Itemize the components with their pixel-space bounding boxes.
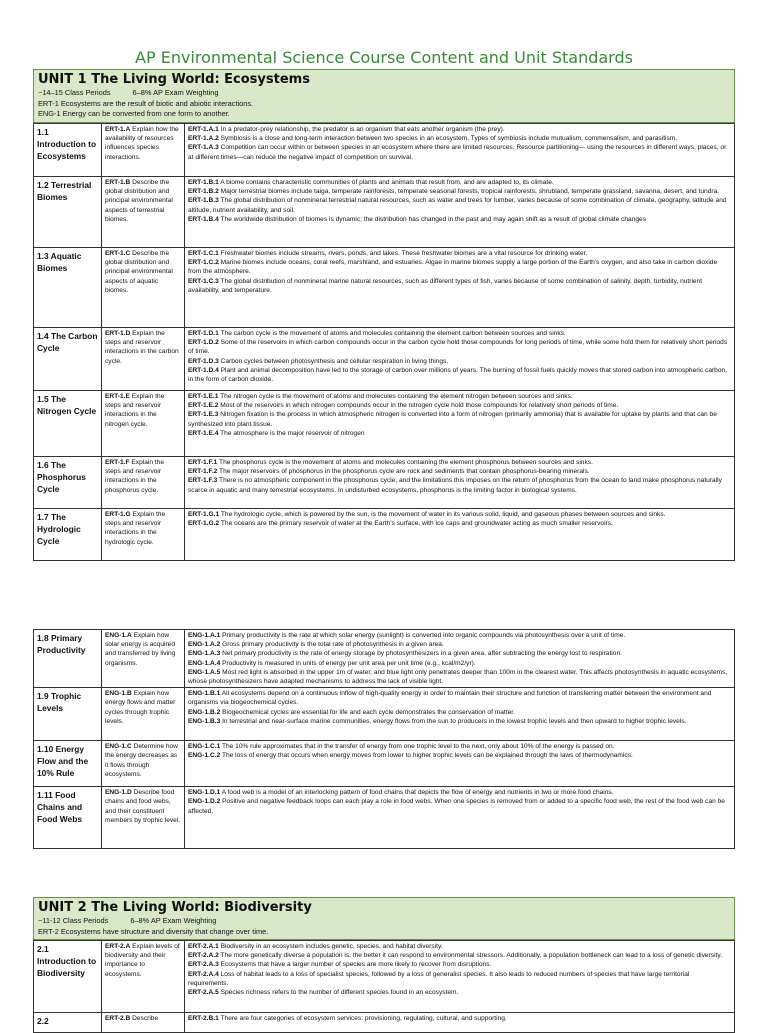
unit1-standards-table-continued	[33, 629, 735, 849]
essential-knowledge-item	[188, 458, 731, 467]
learning-objective-text: Describe	[130, 1015, 159, 1022]
essential-knowledge-text: Some of the reservoirs in which carbon compounds occur in the carbon cycle hold those compounds for long periods of time, while some hold them for relatively short periods of time.	[188, 339, 728, 356]
essential-knowledge-item	[188, 519, 731, 528]
essential-knowledge-item	[188, 258, 731, 276]
essential-knowledge-code: ERT-1.A.3	[188, 144, 219, 152]
essential-knowledge-code: ERT-1.B.4	[188, 215, 219, 223]
essential-knowledge-item	[188, 366, 731, 384]
learning-objective-text: Describe food chains and food webs, and their constituent members by trophic level.	[105, 789, 181, 824]
essential-knowledge-code: ERT-1.D.4	[188, 366, 219, 374]
essential-knowledge-text: Positive and negative feedback loops can each play a role in food webs. When one species is removed from or added to a specific food web, the rest of the food web can be affected.	[188, 798, 725, 815]
essential-knowledge-item	[188, 951, 731, 960]
learning-objective-cell	[102, 457, 185, 509]
essential-knowledge-item	[188, 751, 731, 760]
learning-objective-text: Determine how the energy decreases as it flows through ecosystems.	[105, 743, 178, 778]
table-row	[34, 509, 735, 561]
essential-knowledge-code: ENG-1.B.3	[188, 717, 221, 725]
unit1-exam-weighting: 6–8% AP Exam Weighting	[132, 88, 219, 97]
unit1-big-idea: ERT-1 Ecosystems are the result of biotic and abiotic interactions.	[38, 98, 254, 108]
learning-objective-cell	[102, 391, 185, 457]
essential-knowledge-item	[188, 467, 731, 476]
unit1-class-periods: ~14–15 Class Periods	[38, 88, 111, 97]
topic-cell: 1.6 The Phosphorus Cycle	[34, 457, 102, 509]
essential-knowledge-code: ENG-1.A.1	[188, 632, 221, 639]
unit1-big-idea: ENG-1 Energy can be converted from one form to another.	[38, 109, 230, 118]
essential-knowledge-cell	[185, 741, 735, 787]
essential-knowledge-code: ERT-1.D.2	[188, 339, 219, 347]
essential-knowledge-text: Nitrogen fixation is the process in which atmospheric nitrogen is converted into a form of nitrogen (primarily ammonia) that is available for uptake by plants and that can be synthesized into plant tissue.	[188, 411, 717, 428]
table-row	[34, 391, 735, 457]
essential-knowledge-cell	[185, 457, 735, 509]
essential-knowledge-code: ERT-1.E.3	[188, 411, 219, 419]
essential-knowledge-item	[188, 649, 731, 658]
essential-knowledge-text: Most red light is absorbed in the upper 1m of water, and blue light only penetrates deeper than 100m in the clearest water. This affects photosynthesis in aquatic ecosystems, whose photosynthesizers have adapted mechanisms to address the lack of visible light.	[188, 668, 728, 686]
essential-knowledge-text: The carbon cycle is the movement of atoms and molecules containing the element carbon between sources and sinks.	[218, 330, 566, 337]
topic-cell: 1.5 The Nitrogen Cycle	[34, 391, 102, 457]
essential-knowledge-text: Primary productivity is the rate at which solar energy (sunlight) is converted into organic compounds via photosynthesis over a unit of time.	[220, 632, 626, 639]
essential-knowledge-text: Loss of habitat leads to a loss of specialist species, followed by a loss of generalist species. It also leads to reduced numbers of species that have large territorial requirements.	[188, 970, 690, 987]
essential-knowledge-text: The loss of energy that occurs when energy moves from lower to higher trophic levels can be explained through the laws of thermodynamics.	[220, 752, 633, 760]
learning-objective-code: ENG-1.B	[105, 690, 132, 698]
essential-knowledge-code: ERT-1.E.2	[188, 402, 219, 410]
essential-knowledge-cell	[185, 248, 735, 328]
essential-knowledge-code: ERT-1.C.1	[188, 250, 219, 257]
essential-knowledge-code: ENG-1.D.2	[188, 798, 221, 806]
essential-knowledge-text: The more genetically diverse a population is, the better it can respond to environmental stressors. Additionally, a population bottleneck can lead to a loss of genetic diversity.	[218, 952, 723, 960]
learning-objective-code: ENG-1.C	[105, 743, 132, 751]
essential-knowledge-code: ERT-1.E.1	[188, 393, 219, 400]
learning-objective-cell	[102, 787, 185, 849]
essential-knowledge-item	[188, 125, 731, 134]
essential-knowledge-code: ENG-1.C.2	[188, 752, 221, 760]
learning-objective-text: Explain the steps and reservoir interactions in the carbon cycle.	[105, 330, 179, 365]
topic-cell: 1.11 Food Chains and Food Webs	[34, 787, 102, 849]
essential-knowledge-text: Plant and animal decomposition have led to the storage of carbon over millions of years. The burning of fossil fuels quickly moves that stored carbon into atmospheric carbon, in the form of carbon dioxide.	[188, 366, 728, 384]
essential-knowledge-text: The 10% rule approximates that in the transfer of energy from one trophic level to the next, only about 10% of the energy is passed on.	[220, 743, 615, 751]
essential-knowledge-code: ERT-2.A.2	[188, 952, 219, 960]
learning-objective-code: ERT-2.A	[105, 943, 131, 950]
essential-knowledge-code: ERT-2.A.5	[188, 989, 219, 997]
essential-knowledge-code: ERT-1.G.2	[188, 520, 220, 528]
topic-cell: 1.2 Terrestrial Biomes	[34, 177, 102, 248]
essential-knowledge-item	[188, 631, 731, 640]
table-row	[34, 177, 735, 248]
essential-knowledge-cell	[185, 941, 735, 1013]
essential-knowledge-item	[188, 668, 731, 686]
essential-knowledge-item	[188, 797, 731, 815]
unit1-title: UNIT 1 The Living World: Ecosystems	[38, 72, 310, 87]
essential-knowledge-text: The atmosphere is the major reservoir of nitrogen	[218, 429, 365, 437]
unit2-title: UNIT 2 The Living World: Biodiversity	[38, 900, 312, 915]
learning-objective-code: ERT-1.D	[105, 330, 131, 337]
essential-knowledge-code: ERT-1.D.1	[188, 330, 219, 337]
essential-knowledge-text: A food web is a model of an interlocking pattern of food chains that depicts the flow of energy and nutrients in two or more food chains.	[220, 789, 614, 797]
essential-knowledge-item	[188, 410, 731, 428]
topic-cell: 1.8 Primary Productivity	[34, 630, 102, 688]
essential-knowledge-code: ERT-2.A.3	[188, 961, 219, 969]
essential-knowledge-code: ERT-1.E.4	[188, 429, 219, 437]
learning-objective-text: Explain how energy flows and matter cycles through trophic levels.	[105, 690, 176, 725]
learning-objective-cell	[102, 328, 185, 391]
essential-knowledge-code: ERT-1.A.2	[188, 135, 219, 143]
essential-knowledge-item	[188, 277, 731, 295]
essential-knowledge-text: Biogeochemical cycles are essential for life and each cycle demonstrates the conservation of matter.	[220, 708, 515, 716]
essential-knowledge-code: ENG-1.A.3	[188, 650, 221, 658]
essential-knowledge-item	[188, 708, 731, 717]
learning-objective-code: ERT-1.A	[105, 126, 131, 133]
table-row	[34, 328, 735, 391]
essential-knowledge-item	[188, 960, 731, 969]
learning-objective-text: Describe the global distribution and principal environmental aspects of terrestrial biomes.	[105, 179, 173, 223]
essential-knowledge-text: The global distribution of nonmineral marine natural resources, such as different types of fish, varies because of some combination of salinity, depth, turbidity, nutrient availability, and temperature.	[188, 277, 703, 294]
table-row	[34, 457, 735, 509]
learning-objective-text: Explain the steps and reservoir interactions in the hydrologic cycle.	[105, 511, 166, 546]
essential-knowledge-item	[188, 429, 731, 438]
learning-objective-code: ERT-1.F	[105, 459, 130, 466]
essential-knowledge-text: Symbiosis is a close and long-term interaction between two species in an ecosystem. Types of symbiosis include mutualism, commensalism, and parasitism.	[218, 135, 678, 143]
table-row	[34, 941, 735, 1013]
essential-knowledge-item	[188, 196, 731, 214]
essential-knowledge-cell	[185, 688, 735, 741]
essential-knowledge-code: ERT-2.A.4	[188, 970, 219, 978]
learning-objective-text: Explain the steps and reservoir interactions in the nitrogen cycle.	[105, 393, 165, 428]
essential-knowledge-item	[188, 187, 731, 196]
essential-knowledge-text: In a predator-prey relationship, the predator is an organism that eats another organism (the prey).	[218, 126, 505, 133]
learning-objective-code: ERT-1.C	[105, 250, 131, 257]
essential-knowledge-cell	[185, 630, 735, 688]
learning-objective-code: ERT-2.B	[105, 1015, 131, 1022]
essential-knowledge-cell	[185, 509, 735, 561]
essential-knowledge-cell	[185, 1013, 735, 1033]
unit1-standards-table	[33, 123, 735, 561]
topic-cell: 1.3 Aquatic Biomes	[34, 248, 102, 328]
learning-objective-text: Describe the global distribution and principal environmental aspects of aquatic biomes.	[105, 250, 173, 294]
essential-knowledge-item	[188, 1014, 731, 1023]
essential-knowledge-text: Biodiversity in an ecosystem includes genetic, species, and habitat diversity.	[218, 943, 443, 950]
essential-knowledge-text: The worldwide distribution of biomes is dynamic; the distribution has changed in the past and may again shift as a result of global climate changes	[218, 215, 647, 223]
essential-knowledge-code: ENG-1.A.5	[188, 668, 221, 676]
essential-knowledge-code: ERT-2.A.1	[188, 943, 219, 950]
topic-cell: 1.7 The Hydrologic Cycle	[34, 509, 102, 561]
essential-knowledge-item	[188, 689, 731, 707]
essential-knowledge-text: Most of the reservoirs in which nitrogen compounds occur in the nitrogen cycle hold those compounds for relatively short periods of time.	[218, 402, 619, 410]
essential-knowledge-cell	[185, 328, 735, 391]
unit1-header	[33, 69, 735, 123]
essential-knowledge-item	[188, 178, 731, 187]
essential-knowledge-code: ERT-1.C.2	[188, 259, 219, 267]
table-row	[34, 787, 735, 849]
essential-knowledge-text: A biome contains characteristic communities of plants and animals that result from, and are adapted to, its climate.	[218, 179, 554, 186]
essential-knowledge-code: ENG-1.D.1	[188, 789, 221, 797]
essential-knowledge-code: ERT-1.C.3	[188, 277, 219, 285]
essential-knowledge-item	[188, 249, 731, 258]
essential-knowledge-code: ERT-1.D.3	[188, 357, 219, 365]
page-title: AP Environmental Science Course Content and Unit Standards	[135, 48, 633, 67]
learning-objective-code: ERT-1.G	[105, 511, 131, 518]
essential-knowledge-item	[188, 143, 731, 161]
essential-knowledge-text: The oceans are the primary reservoir of water at the Earth’s surface, with ice caps and groundwater acting as much smaller reservoirs.	[219, 520, 613, 528]
learning-objective-text: Explain levels of biodiversity and their importance to ecosystems.	[105, 943, 180, 978]
learning-objective-cell	[102, 941, 185, 1013]
essential-knowledge-text: Net primary productivity is the rate of energy storage by photosynthesizers in a given area, after subtracting the energy lost to respiration.	[220, 650, 622, 658]
essential-knowledge-text: The nitrogen cycle is the movement of atoms and molecules containing the element nitrogen between sources and sinks.	[218, 393, 573, 400]
essential-knowledge-item	[188, 942, 731, 951]
essential-knowledge-item	[188, 338, 731, 356]
learning-objective-code: ERT-1.E	[105, 393, 130, 400]
essential-knowledge-text: There is no atmospheric component in the phosphorus cycle, and the limitations this imposes on the return of phosphorus from the ocean to land make phosphorus naturally scarce in aquatic and many terrestrial ecosystems. In undisturbed ecosystems, phosphorus is the limiting factor in biological systems.	[188, 477, 722, 494]
essential-knowledge-item	[188, 510, 731, 519]
learning-objective-code: ENG-1.A	[105, 632, 132, 639]
essential-knowledge-code: ENG-1.B.1	[188, 690, 221, 698]
essential-knowledge-text: Marine biomes include oceans, coral reefs, marshland, and estuaries. Algae in marine biomes supply a large portion of the Earth’s oxygen, and also take in carbon dioxide from the atmosphere.	[188, 259, 718, 276]
essential-knowledge-item	[188, 134, 731, 143]
learning-objective-cell	[102, 630, 185, 688]
essential-knowledge-code: ENG-1.B.2	[188, 708, 221, 716]
essential-knowledge-code: ENG-1.A.2	[188, 641, 221, 649]
essential-knowledge-item	[188, 640, 731, 649]
learning-objective-cell	[102, 1013, 185, 1033]
essential-knowledge-item	[188, 717, 731, 726]
essential-knowledge-item	[188, 215, 731, 224]
essential-knowledge-code: ENG-1.C.1	[188, 743, 221, 751]
essential-knowledge-code: ERT-1.G.1	[188, 511, 220, 518]
learning-objective-cell	[102, 688, 185, 741]
essential-knowledge-cell	[185, 124, 735, 177]
topic-cell: 1.4 The Carbon Cycle	[34, 328, 102, 391]
learning-objective-cell	[102, 177, 185, 248]
learning-objective-text: Explain how the availability of resources influences species interactions.	[105, 126, 179, 161]
essential-knowledge-text: The global distribution of nonmineral terrestrial natural resources, such as water and trees for lumber, varies because of some combination of climate, geography, latitude and altitude, nutrient availability, and soil.	[188, 197, 727, 214]
essential-knowledge-item	[188, 401, 731, 410]
essential-knowledge-text: All ecosystems depend on a continuous inflow of high-quality energy in order to maintain their structure and function of transferring matter between the environment and organisms via biogeochemical cycles.	[188, 690, 712, 707]
essential-knowledge-code: ERT-2.B.1	[188, 1015, 219, 1022]
essential-knowledge-item	[188, 659, 731, 668]
topic-cell: 1.1 Introduction to Ecosystems	[34, 124, 102, 177]
unit2-exam-weighting: 6–8% AP Exam Weighting	[130, 916, 217, 925]
learning-objective-text: Explain how solar energy is acquired and transferred by living organisms.	[105, 632, 176, 667]
essential-knowledge-code: ERT-1.B.3	[188, 197, 219, 205]
essential-knowledge-cell	[185, 391, 735, 457]
table-row	[34, 630, 735, 688]
learning-objective-cell	[102, 741, 185, 787]
learning-objective-cell	[102, 509, 185, 561]
essential-knowledge-code: ERT-1.B.1	[188, 179, 219, 186]
table-row	[34, 248, 735, 328]
essential-knowledge-item	[188, 970, 731, 988]
unit2-header	[33, 897, 735, 940]
unit2-standards-table	[33, 940, 735, 1033]
essential-knowledge-text: Species richness refers to the number of different species found in an ecosystem.	[218, 989, 459, 997]
essential-knowledge-item	[188, 476, 731, 494]
essential-knowledge-cell	[185, 787, 735, 849]
topic-cell: 1.10 Energy Flow and the 10% Rule	[34, 741, 102, 787]
essential-knowledge-text: Productivity is measured in units of energy per unit area per unit time (e.g., kcal/m2/yr).	[220, 659, 476, 667]
essential-knowledge-text: Ecosystems that have a larger number of species are more likely to recover from disruptions.	[218, 961, 492, 969]
essential-knowledge-code: ERT-1.F.3	[188, 477, 218, 485]
table-row	[34, 688, 735, 741]
unit2-class-periods: ~11-12 Class Periods	[38, 916, 109, 925]
learning-objective-code: ERT-1.B	[105, 179, 131, 186]
essential-knowledge-text: Gross primary productivity is the total rate of photosynthesis in a given area.	[220, 641, 444, 649]
essential-knowledge-code: ERT-1.F.2	[188, 468, 218, 476]
table-row	[34, 1013, 735, 1033]
essential-knowledge-text: The phosphorus cycle is the movement of atoms and molecules containing the element phosphorus between sources and sinks.	[217, 459, 593, 466]
essential-knowledge-code: ERT-1.F.1	[188, 459, 218, 466]
learning-objective-cell	[102, 124, 185, 177]
essential-knowledge-item	[188, 788, 731, 797]
essential-knowledge-item	[188, 329, 731, 338]
essential-knowledge-text: Major terrestrial biomes include taiga, temperate rainforests, temperate seasonal forests, tropical rainforests, shrubland, temperate grassland, savanna, desert, and tundra.	[218, 188, 720, 196]
essential-knowledge-text: There are four categories of ecosystem services: provisioning, regulating, cultural, and supporting.	[218, 1015, 507, 1022]
essential-knowledge-code: ENG-1.A.4	[188, 659, 221, 667]
essential-knowledge-code: ERT-1.A.1	[188, 126, 219, 133]
essential-knowledge-text: Freshwater biomes include streams, rivers, ponds, and lakes. These freshwater biomes are a vital resource for drinking water.	[218, 250, 588, 257]
essential-knowledge-item	[188, 742, 731, 751]
essential-knowledge-text: The hydrologic cycle, which is powered by the sun, is the movement of water in its various solid, liquid, and gaseous phases between sources and sinks.	[219, 511, 666, 518]
essential-knowledge-text: In terrestrial and near-surface marine communities, energy flows from the sun to producers in the lowest trophic levels and then upward to higher trophic levels.	[220, 717, 687, 725]
topic-cell: 2.2	[34, 1013, 102, 1033]
table-row	[34, 741, 735, 787]
essential-knowledge-item	[188, 392, 731, 401]
learning-objective-cell	[102, 248, 185, 328]
table-row	[34, 124, 735, 177]
learning-objective-text: Explain the steps and reservoir interactions in the phosphorus cycle.	[105, 459, 165, 494]
essential-knowledge-text: Competition can occur within or between species in an ecosystem where there are limited resources. Resource partitioning— using the resources in different ways, places, or at different times—can reduce the negative impact of competition on survival.	[188, 144, 727, 161]
essential-knowledge-text: Carbon cycles between photosynthesis and cellular respiration in living things.	[218, 357, 449, 365]
learning-objective-code: ENG-1.D	[105, 789, 132, 797]
essential-knowledge-text: The major reservoirs of phosphorus in the phosphorus cycle are rock and sediments that contain phosphorus-bearing minerals.	[217, 468, 590, 476]
essential-knowledge-item	[188, 357, 731, 366]
topic-cell: 2.1 Introduction to Biodiversity	[34, 941, 102, 1013]
essential-knowledge-cell	[185, 177, 735, 248]
topic-cell: 1.9 Trophic Levels	[34, 688, 102, 741]
essential-knowledge-item	[188, 988, 731, 997]
unit2-big-idea: ERT-2 Ecosystems have structure and diversity that change over time.	[38, 926, 269, 936]
essential-knowledge-code: ERT-1.B.2	[188, 188, 219, 196]
